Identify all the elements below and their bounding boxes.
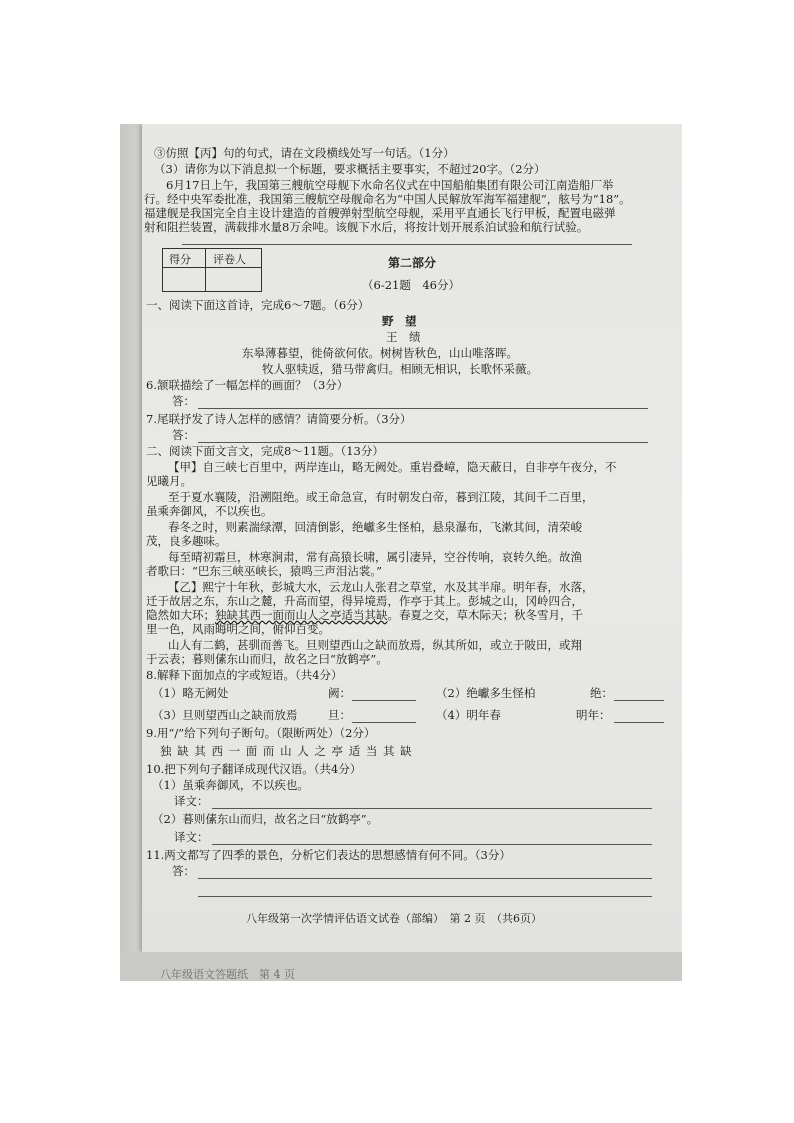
question-8-word: 明年：: [576, 708, 611, 722]
question-8-item: （3）旦则望西山之缺而放焉: [152, 708, 298, 722]
question-10-item: （1）虽乘奔御风，不以疾也。: [152, 778, 309, 792]
question-6: 6.颔联描绘了一幅怎样的画面？（3分）: [146, 378, 349, 392]
text-line: 隐然如大环；独缺其西一面而山人之亭适当其缺。春夏之交，草木际天；秋冬雪月，千: [146, 608, 583, 622]
question-8-word: 绝：: [590, 686, 613, 700]
part-title: 第二部分: [388, 256, 437, 270]
exam-sheet: [142, 124, 682, 952]
answer-rule: [614, 722, 664, 723]
page-footer: 八年级第一次学情评估语文试卷（部编） 第 2 页 （共6页）: [246, 912, 542, 925]
question-9: 9.用“/”给下列句子断句。（限断两处）（2分）: [146, 726, 376, 740]
grader-label: 评卷人: [213, 253, 246, 266]
text-line: 至于夏水襄陵，沿溯阻绝。或王命急宣，有时朝发白帝，暮到江陵，其间千二百里，: [168, 490, 594, 504]
answer-rule: [614, 700, 664, 701]
sentence-to-punctuate: 独 缺 其 西 一 面 而 山 人 之 亭 适 当 其 缺: [160, 744, 413, 758]
answer-label: 答：: [172, 428, 195, 442]
answer-rule: [182, 244, 632, 245]
score-box: [162, 248, 262, 292]
text-line: （3）请你为以下消息拟一个标题，要求概括主要事实，不超过20字。（2分）: [154, 162, 546, 176]
text-line: 福建舰是我国完全自主设计建造的首艘弹射型航空母舰，采用平直通长飞行甲板，配置电磁弹: [144, 206, 616, 220]
text-line: 茂，良多趣味。: [146, 534, 227, 548]
text-line: 里一色，风雨晦明之间，俯仰百变。: [146, 622, 330, 636]
text-line: 山人有二鹤，甚驯而善飞。旦则望西山之缺而放焉，纵其所如，或立于陂田，或翔: [168, 638, 582, 652]
question-8-item: （1）略无阙处: [152, 686, 229, 700]
question-8: 8.解释下面加点的字或短语。（共4分）: [146, 668, 343, 682]
question-8-word: 阙：: [328, 686, 351, 700]
question-11: 11.两文都写了四季的景色，分析它们表达的思想感情有何不同。（3分）: [146, 848, 511, 862]
poem-line: 牧人驱犊返，猎马带禽归。相顾无相识，长歌怀采薇。: [262, 362, 538, 376]
next-page-footer: 八年级语文答题纸 第 4 页: [160, 968, 295, 981]
text-line: ③仿照【丙】句的句式，请在文段横线处写一句话。（1分）: [154, 146, 455, 160]
answer-rule: [352, 700, 416, 701]
text-line: 6月17日上午，我国第三艘航空母舰下水命名仪式在中国船舶集团有限公司江南造船厂举: [166, 178, 614, 192]
answer-rule: [212, 844, 652, 845]
answer-label: 答：: [172, 864, 195, 878]
text-line: 于云表；暮则傃东山而归，故名之曰“放鹤亭”。: [146, 652, 388, 666]
text-line: 【甲】自三峡七百里中，两岸连山，略无阙处。重岩叠嶂，隐天蔽日，自非亭午夜分，不: [168, 460, 617, 474]
answer-label: 译文：: [174, 794, 209, 808]
part-range: （6-21题 46分）: [362, 278, 460, 292]
section-heading: 一、阅读下面这首诗，完成6～7题。（6分）: [146, 298, 370, 312]
poem-author: 王 绩: [386, 330, 421, 344]
text-line: 春冬之时，则素湍绿潭，回清倒影，绝巘多生怪柏，悬泉瀑布，飞漱其间，清荣峻: [168, 520, 582, 534]
text-line: 行。经中央军委批准，我国第三艘航空母舰命名为“中国人民解放军海军福建舰”，舷号为“18”。: [144, 192, 631, 206]
poem-title: 野 望: [382, 314, 417, 328]
answer-rule: [198, 442, 648, 443]
answer-rule: [352, 722, 416, 723]
answer-rule: [198, 408, 648, 409]
question-10: 10.把下列句子翻译成现代汉语。（共4分）: [146, 762, 362, 776]
question-8-item: （4）明年春: [436, 708, 501, 722]
text-line: 每至晴初霜旦，林寒涧肃，常有高猿长啸，属引凄异，空谷传响，哀转久绝。故渔: [168, 550, 582, 564]
question-10-item: （2）暮则傃东山而归，故名之曰“放鹤亭”。: [152, 812, 379, 826]
question-8-word: 旦：: [328, 708, 351, 722]
text-line: 者歌曰：“巴东三峡巫峡长，猿鸣三声泪沾裳。”: [146, 564, 383, 578]
text-line: 【乙】熙宁十年秋，彭城大水，云龙山人张君之草堂，水及其半扉。明年春，水落，: [168, 580, 594, 594]
section-heading: 二、阅读下面文言文，完成8～11题。（13分）: [146, 444, 384, 458]
answer-rule: [212, 808, 652, 809]
score-label: 得分: [169, 253, 191, 266]
text-line: 射和阻拦装置，满载排水量8万余吨。该舰下水后，将按计划开展系泊试验和航行试验。: [144, 220, 589, 234]
answer-label: 答：: [172, 394, 195, 408]
answer-rule: [198, 878, 652, 879]
question-8-item: （2）绝巘多生怪柏: [436, 686, 536, 700]
text-line: 见曦月。: [146, 474, 192, 488]
answer-label: 译文：: [174, 830, 209, 844]
text-line: 迁于故居之东，东山之麓，升高而望，得异境焉，作亭于其上。彭城之山，冈岭四合，: [146, 594, 583, 608]
answer-rule: [198, 896, 652, 897]
wavy-underlined-sentence: 独缺其西一面而山人之亭适当其缺: [215, 608, 388, 622]
poem-line: 东皋薄暮望，徙倚欲何依。树树皆秋色，山山唯落晖。: [242, 346, 518, 360]
text-line: 虽乘奔御风，不以疾也。: [146, 504, 273, 518]
scanned-photo: [120, 124, 682, 981]
question-7: 7.尾联抒发了诗人怎样的感情？请简要分析。（3分）: [146, 412, 412, 426]
next-page-strip: [120, 952, 682, 981]
